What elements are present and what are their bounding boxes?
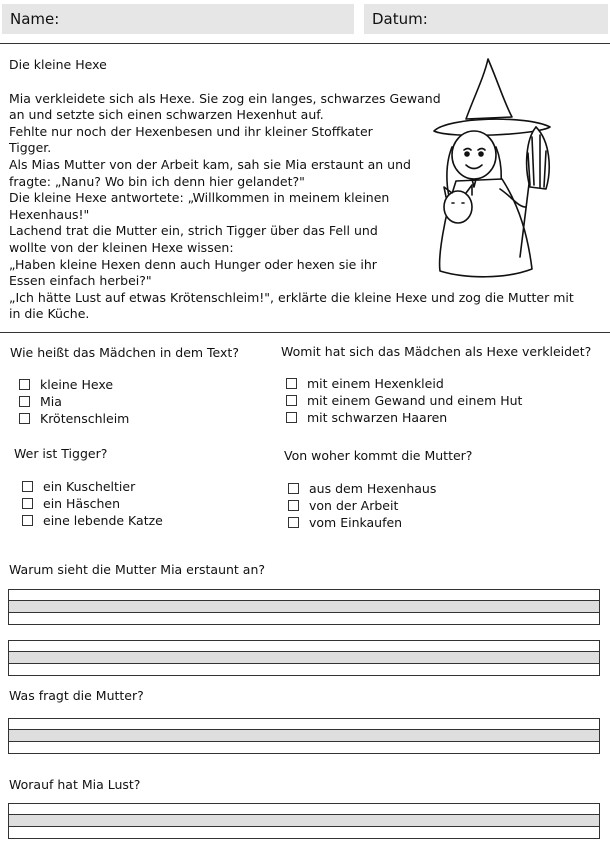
checkbox[interactable] xyxy=(22,515,33,526)
answer-option[interactable] xyxy=(19,376,129,393)
story-line: wollte von der kleinen Hexe wissen: xyxy=(9,239,234,255)
answer-option[interactable] xyxy=(288,497,436,514)
name-label: Name: xyxy=(10,10,60,28)
story-line: Fehlte nur noch der Hexenbesen und ihr kleiner Stoffkater xyxy=(9,123,373,139)
checkbox[interactable] xyxy=(288,483,299,494)
writing-line[interactable] xyxy=(8,803,600,815)
answer-option[interactable] xyxy=(286,409,522,426)
question-costume: Womit hat sich das Mädchen als Hexe verkleidet? xyxy=(281,344,592,359)
checkbox[interactable] xyxy=(22,481,33,492)
story-line: Die kleine Hexe antwortete: „Willkommen in meinem kleinen xyxy=(9,190,390,206)
witch-illustration xyxy=(426,57,556,279)
story-line: an und setzte sich einen schwarzen Hexenhut auf. xyxy=(9,107,324,123)
story-line: Als Mias Mutter von der Arbeit kam, sah sie Mia erstaunt an und xyxy=(9,156,411,172)
writing-line[interactable] xyxy=(8,652,600,664)
writing-line[interactable] xyxy=(8,613,600,625)
checkbox[interactable] xyxy=(288,517,299,528)
option-label: Mia xyxy=(40,394,62,409)
answer-option[interactable] xyxy=(19,410,129,427)
checkbox[interactable] xyxy=(286,378,297,389)
option-label: mit einem Hexenkleid xyxy=(307,376,444,391)
writing-line[interactable] xyxy=(8,589,600,601)
open-question-lust: Worauf hat Mia Lust? xyxy=(9,777,141,792)
open-question-why: Warum sieht die Mutter Mia erstaunt an? xyxy=(9,562,266,577)
question-mother: Von woher kommt die Mutter? xyxy=(284,448,473,463)
writing-line[interactable] xyxy=(8,664,600,676)
writing-line[interactable] xyxy=(8,730,600,742)
story-line: Mia verkleidete sich als Hexe. Sie zog ein langes, schwarzes Gewand xyxy=(9,90,441,106)
option-label: vom Einkaufen xyxy=(309,515,403,530)
options-tigger xyxy=(22,478,163,529)
story-line: in die Küche. xyxy=(9,306,90,322)
option-label: eine lebende Katze xyxy=(43,513,163,528)
options-name xyxy=(19,376,129,427)
question-tigger: Wer ist Tigger? xyxy=(14,446,108,461)
answer-lines[interactable] xyxy=(8,589,600,625)
answer-lines[interactable] xyxy=(8,803,600,839)
option-label: mit schwarzen Haaren xyxy=(307,410,448,425)
option-label: Krötenschleim xyxy=(40,411,130,426)
divider xyxy=(0,332,610,333)
writing-line[interactable] xyxy=(8,742,600,754)
option-label: mit einem Gewand und einem Hut xyxy=(307,393,523,408)
date-field[interactable] xyxy=(364,4,608,34)
checkbox[interactable] xyxy=(286,395,297,406)
answer-option[interactable] xyxy=(22,495,163,512)
option-label: kleine Hexe xyxy=(40,377,114,392)
answer-option[interactable] xyxy=(22,478,163,495)
writing-line[interactable] xyxy=(8,601,600,613)
date-label: Datum: xyxy=(372,10,428,28)
story-line: Essen einfach herbei?" xyxy=(9,273,152,289)
writing-line[interactable] xyxy=(8,827,600,839)
answer-lines[interactable] xyxy=(8,640,600,676)
answer-option[interactable] xyxy=(286,392,522,409)
story-line: Tigger. xyxy=(9,140,52,156)
divider xyxy=(0,43,610,44)
option-label: ein Häschen xyxy=(43,496,121,511)
answer-option[interactable] xyxy=(288,514,436,531)
answer-option[interactable] xyxy=(288,480,436,497)
checkbox[interactable] xyxy=(286,412,297,423)
open-question-ask: Was fragt die Mutter? xyxy=(9,688,144,703)
story-line: fragte: „Nanu? Wo bin ich denn hier gelandet?" xyxy=(9,173,305,189)
answer-option[interactable] xyxy=(22,512,163,529)
checkbox[interactable] xyxy=(19,379,30,390)
question-name: Wie heißt das Mädchen in dem Text? xyxy=(10,345,239,360)
story-line: Lachend trat die Mutter ein, strich Tigger über das Fell und xyxy=(9,223,378,239)
checkbox[interactable] xyxy=(19,413,30,424)
checkbox[interactable] xyxy=(22,498,33,509)
option-label: ein Kuscheltier xyxy=(43,479,136,494)
options-mother xyxy=(288,480,436,531)
name-field[interactable] xyxy=(2,4,354,34)
story-line: „Ich hätte Lust auf etwas Krötenschleim!", erklärte die kleine Hexe und zog die Mutter mit xyxy=(9,289,574,305)
checkbox[interactable] xyxy=(288,500,299,511)
option-label: aus dem Hexenhaus xyxy=(309,481,437,496)
writing-line[interactable] xyxy=(8,640,600,652)
story-line: Hexenhaus!" xyxy=(9,206,90,222)
checkbox[interactable] xyxy=(19,396,30,407)
answer-lines[interactable] xyxy=(8,718,600,754)
option-label: von der Arbeit xyxy=(309,498,399,513)
story-title: Die kleine Hexe xyxy=(9,57,107,72)
story-line: „Haben kleine Hexen denn auch Hunger oder hexen sie ihr xyxy=(9,256,377,272)
options-costume xyxy=(286,375,522,426)
writing-line[interactable] xyxy=(8,718,600,730)
answer-option[interactable] xyxy=(19,393,129,410)
writing-line[interactable] xyxy=(8,815,600,827)
answer-option[interactable] xyxy=(286,375,522,392)
